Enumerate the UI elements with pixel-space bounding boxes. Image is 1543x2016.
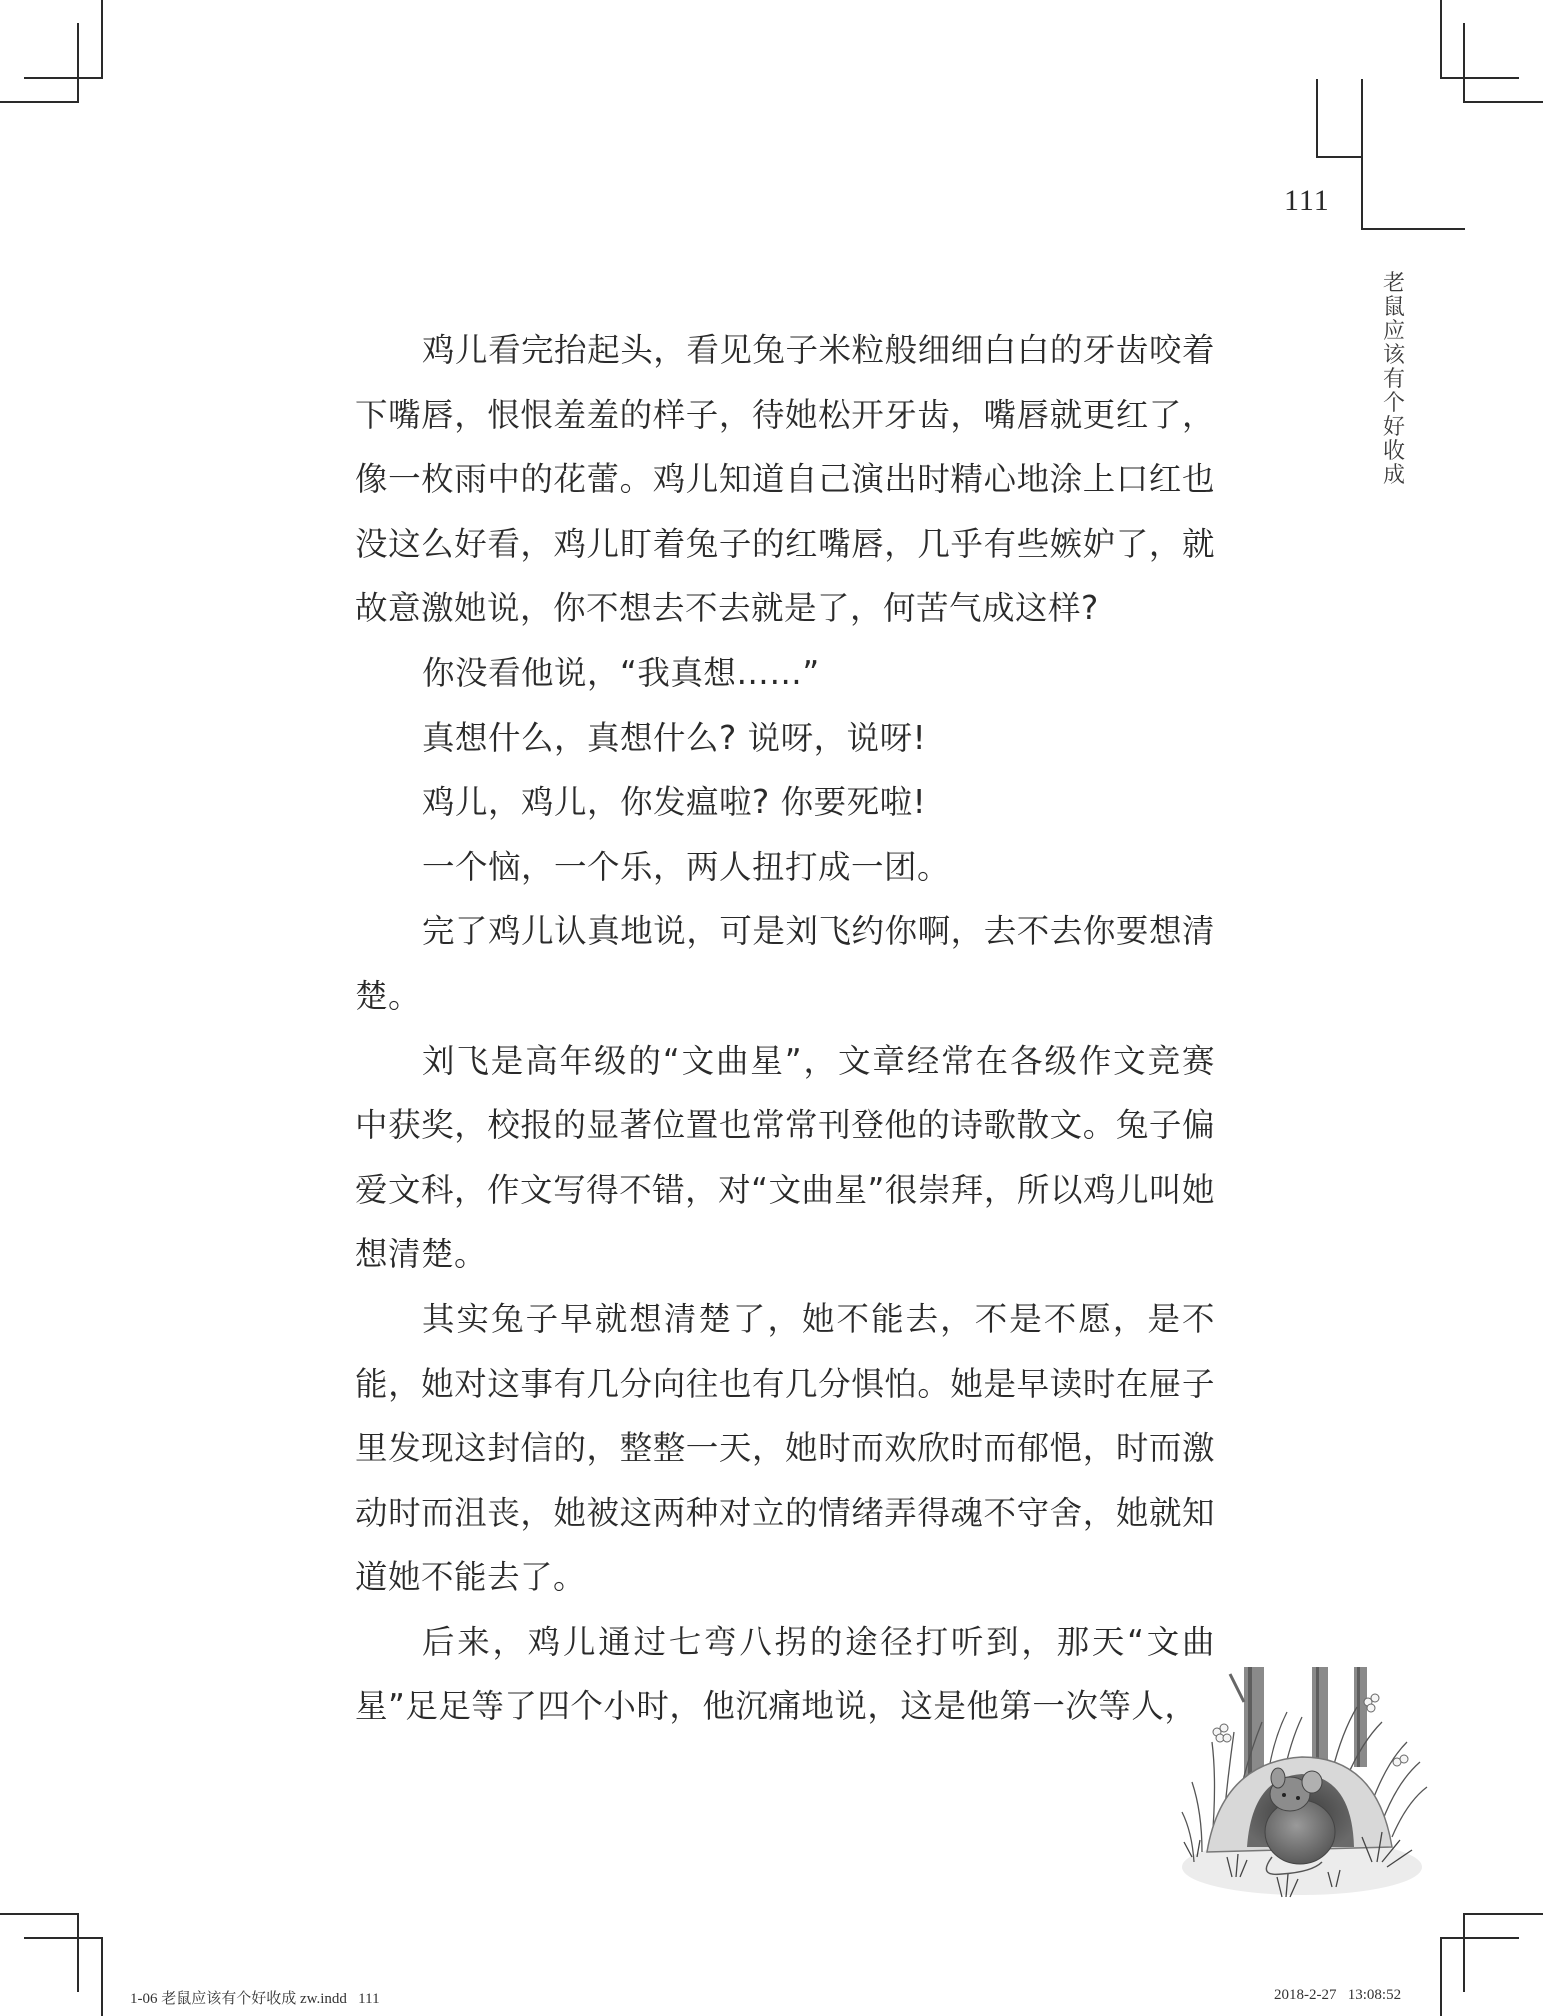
page-number: 111: [1284, 184, 1330, 217]
paragraph: 完了鸡儿认真地说，可是刘飞约你啊，去不去你要想清楚。: [355, 912, 1215, 1015]
running-header-char: 该: [1382, 343, 1405, 368]
footer-file-info: 1-06 老鼠应该有个好收成 zw.indd 111: [130, 1991, 380, 2007]
crop-mark-top-left-inner-vertical: [77, 23, 79, 103]
paragraph: 鸡儿看完抬起头，看见兔子米粒般细细白白的牙齿咬着下嘴唇，恨恨羞羞的样子，待她松开牙齿，嘴唇就更红了，像一枚雨中的花蕾。鸡儿知道自己演出时精心地涂上口红也没这么好看，鸡儿盯着兔子的红嘴唇，几乎有些嫉妒了，就故意激她说，你不想去不去就是了，何苦气成这样?: [355, 331, 1215, 628]
paragraph: 一个恼，一个乐，两人扭打成一团。: [422, 847, 951, 886]
running-header-char: 成: [1382, 463, 1405, 488]
running-header-char: 鼠: [1382, 295, 1405, 320]
crop-mark-top-left-inner-horizontal: [0, 101, 79, 103]
body-text: [355, 318, 1215, 1739]
paragraph: 刘飞是高年级的“文曲星”，文章经常在各级作文竞赛中获奖，校报的显著位置也常常刊登他的诗歌散文。兔子偏爱文科，作文写得不错，对“文曲星”很崇拜，所以鸡儿叫她想清楚。: [355, 1041, 1215, 1274]
mouse-burrow-illustration: [1172, 1662, 1434, 1902]
paragraph: 真想什么，真想什么? 说呀，说呀!: [422, 718, 927, 757]
crop-mark-bottom-left-inner-vertical: [101, 1937, 103, 2016]
crop-mark-top-right-inner-vertical: [1463, 23, 1465, 103]
crop-mark-bottom-right-inner-horizontal: [1440, 1937, 1519, 1939]
running-header-char: 有: [1382, 367, 1405, 392]
crop-mark-top-right-inner-horizontal: [1463, 101, 1543, 103]
crop-mark-bottom-right-inner-vertical: [1440, 1937, 1442, 2016]
crop-mark-top-right-outer-horizontal: [1440, 77, 1519, 79]
running-header-char: 应: [1382, 319, 1405, 344]
running-header-char: 个: [1382, 391, 1405, 416]
crop-mark-top-left-outer-vertical: [101, 0, 103, 79]
paragraph: 后来，鸡儿通过七弯八拐的途径打听到，那天“文曲星”足足等了四个小时，他沉痛地说，这是他第一次等人，: [355, 1622, 1215, 1726]
crop-mark-top-right-outer-vertical: [1440, 0, 1442, 79]
crop-mark-bottom-left-inner-horizontal: [24, 1937, 103, 1939]
header-bracket-short-vertical: [1316, 79, 1318, 158]
paragraph: 你没看他说，“我真想……”: [422, 653, 820, 692]
running-header-char: 收: [1382, 439, 1405, 464]
crop-mark-bottom-right-outer-vertical: [1463, 1913, 1465, 1992]
running-header-title: [1380, 272, 1408, 488]
paragraph: 鸡儿，鸡儿，你发瘟啦? 你要死啦!: [422, 783, 927, 822]
crop-mark-top-left-outer-horizontal: [24, 77, 103, 79]
header-bracket-long-horizontal: [1361, 228, 1465, 230]
running-header-char: 老: [1382, 271, 1405, 296]
footer-timestamp: 2018-2-27 13:08:52: [1274, 1987, 1402, 2003]
paragraph: 其实兔子早就想清楚了，她不能去，不是不愿，是不能，她对这事有几分向往也有几分惧怕。她是早读时在屉子里发现这封信的，整整一天，她时而欢欣时而郁悒，时而激动时而沮丧，她被这两种对立的情绪弄得魂不守舍，她就知道她不能去了。: [355, 1299, 1215, 1597]
crop-mark-bottom-left-outer-vertical: [77, 1913, 79, 1992]
running-header-char: 好: [1382, 415, 1405, 440]
crop-mark-bottom-right-outer-horizontal: [1463, 1913, 1543, 1915]
header-bracket-short-horizontal: [1316, 156, 1363, 158]
crop-mark-bottom-left-outer-horizontal: [0, 1913, 79, 1915]
header-bracket-long-vertical: [1361, 79, 1363, 230]
